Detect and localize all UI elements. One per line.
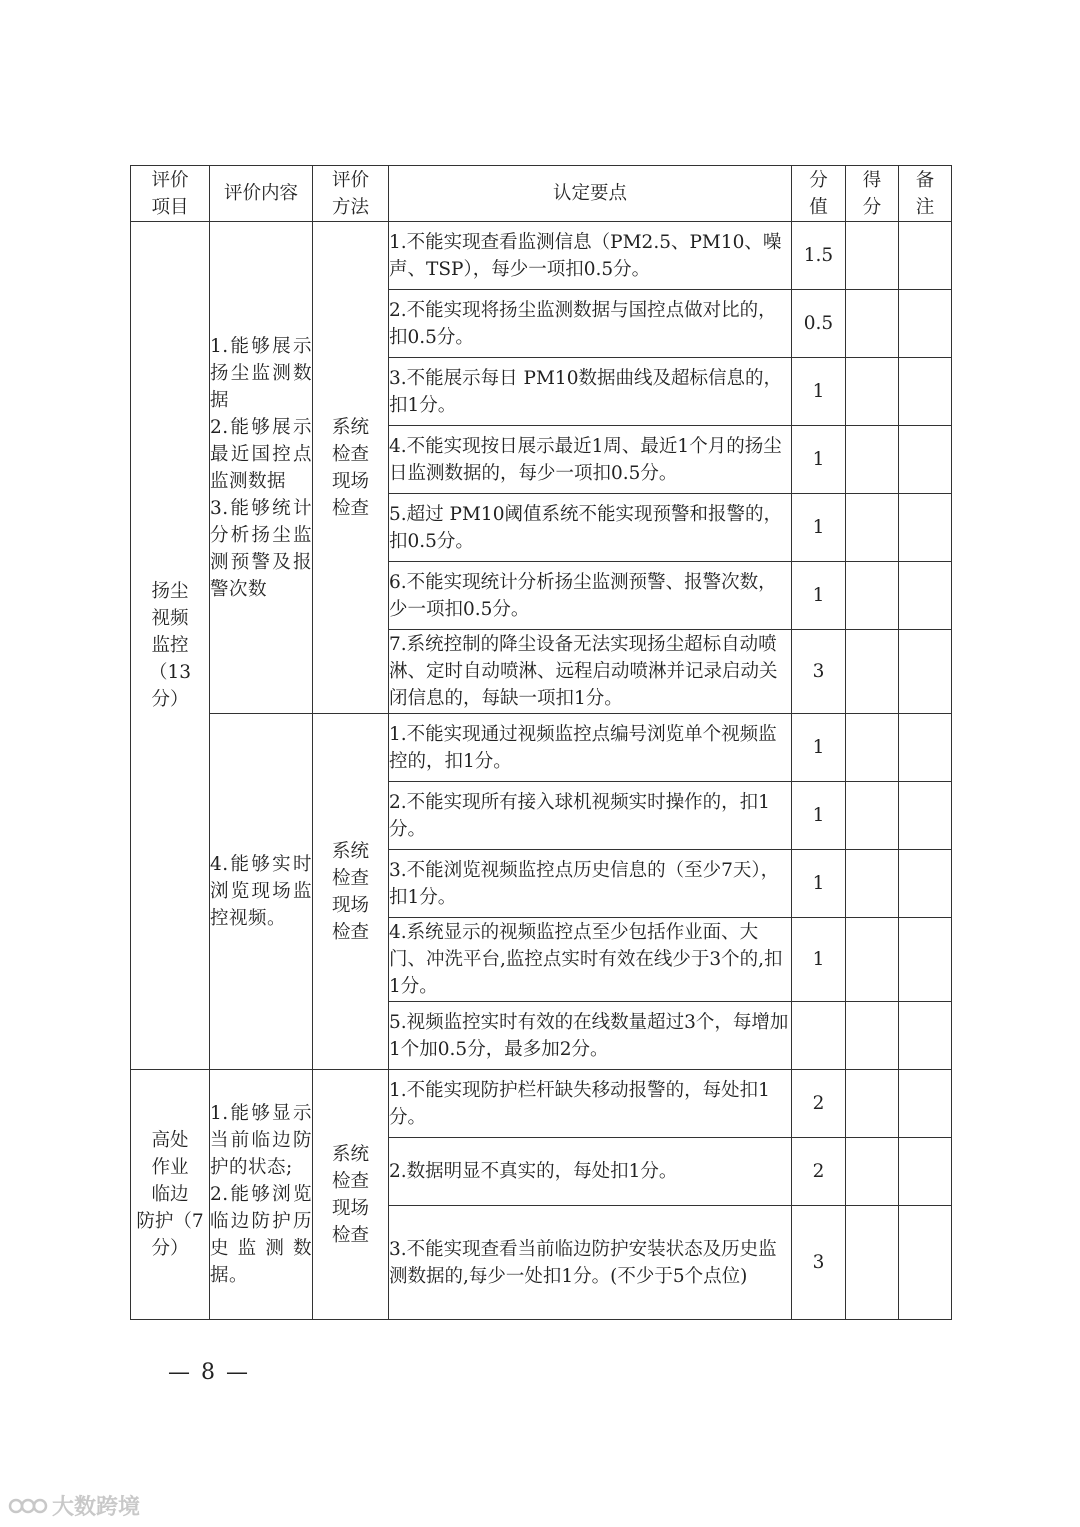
project-dust-video: 扬尘 视频 监控 （13 分） xyxy=(131,222,210,1070)
got-cell xyxy=(846,290,899,358)
criterion-score: 2 xyxy=(792,1070,846,1138)
criterion-text: 2.不能实现将扬尘监测数据与国控点做对比的，扣0.5分。 xyxy=(389,290,792,358)
watermark xyxy=(8,1490,140,1521)
content-group-1: 1.能够展示扬尘监测数据 2.能够展示最近国控点监测数据 3.能够统计分析扬尘监测预警及报警次数 xyxy=(210,222,313,714)
note-cell xyxy=(899,850,952,918)
header-points: 认定要点 xyxy=(389,166,792,222)
criterion-text: 3.不能浏览视频监控点历史信息的（至少7天），扣1分。 xyxy=(389,850,792,918)
got-cell xyxy=(846,630,899,714)
header-note: 备 注 xyxy=(899,166,952,222)
got-cell xyxy=(846,850,899,918)
header-item: 评价 项目 xyxy=(131,166,210,222)
criterion-text: 3.不能实现查看当前临边防护安装状态及历史监测数据的,每少一处扣1分。(不少于5个点位) xyxy=(389,1206,792,1320)
method-group-1: 系统 检查 现场 检查 xyxy=(313,222,389,714)
criterion-text: 1.不能实现防护栏杆缺失移动报警的，每处扣1分。 xyxy=(389,1070,792,1138)
note-cell xyxy=(899,918,952,1002)
note-cell xyxy=(899,1002,952,1070)
method-group-3: 系统 检查 现场 检查 xyxy=(313,1070,389,1320)
criterion-text: 6.不能实现统计分析扬尘监测预警、报警次数，少一项扣0.5分。 xyxy=(389,562,792,630)
content-group-2: 4.能够实时浏览现场监控视频。 xyxy=(210,714,313,1070)
header-method: 评价 方法 xyxy=(313,166,389,222)
note-cell xyxy=(899,494,952,562)
got-cell xyxy=(846,426,899,494)
criterion-text: 3.不能展示每日 PM10数据曲线及超标信息的，扣1分。 xyxy=(389,358,792,426)
header-got: 得 分 xyxy=(846,166,899,222)
criterion-text: 5.超过 PM10阈值系统不能实现预警和报警的，扣0.5分。 xyxy=(389,494,792,562)
got-cell xyxy=(846,1002,899,1070)
criterion-text: 4.不能实现按日展示最近1周、最近1个月的扬尘日监测数据的，每少一项扣0.5分。 xyxy=(389,426,792,494)
note-cell xyxy=(899,1070,952,1138)
header-score: 分 值 xyxy=(792,166,846,222)
got-cell xyxy=(846,782,899,850)
got-cell xyxy=(846,1206,899,1320)
criterion-score: 1 xyxy=(792,562,846,630)
got-cell xyxy=(846,1138,899,1206)
criterion-text: 5.视频监控实时有效的在线数量超过3个，每增加1个加0.5分，最多加2分。 xyxy=(389,1002,792,1070)
criterion-text: 1.不能实现通过视频监控点编号浏览单个视频监控的，扣1分。 xyxy=(389,714,792,782)
criterion-text: 2.不能实现所有接入球机视频实时操作的，扣1分。 xyxy=(389,782,792,850)
criterion-score xyxy=(792,1002,846,1070)
criterion-score: 1.5 xyxy=(792,222,846,290)
got-cell xyxy=(846,1070,899,1138)
criterion-text: 1.不能实现查看监测信息（PM2.5、PM10、噪声、TSP），每少一项扣0.5分。 xyxy=(389,222,792,290)
note-cell xyxy=(899,222,952,290)
note-cell xyxy=(899,562,952,630)
note-cell xyxy=(899,290,952,358)
criterion-score: 1 xyxy=(792,850,846,918)
method-group-2: 系统 检查 现场 检查 xyxy=(313,714,389,1070)
got-cell xyxy=(846,358,899,426)
content-group-3: 1.能够显示当前临边防护的状态; 2.能够浏览临边防护历史监测数据。 xyxy=(210,1070,313,1320)
watermark-text: 大数跨境 xyxy=(52,1495,141,1520)
table-row xyxy=(131,222,952,290)
header-row xyxy=(131,166,952,222)
criterion-score: 1 xyxy=(792,358,846,426)
got-cell xyxy=(846,714,899,782)
note-cell xyxy=(899,358,952,426)
table-row xyxy=(131,1070,952,1138)
note-cell xyxy=(899,426,952,494)
criterion-score: 1 xyxy=(792,714,846,782)
table-row xyxy=(131,714,952,782)
note-cell xyxy=(899,1206,952,1320)
criterion-score: 1 xyxy=(792,426,846,494)
page-number: — 8 — xyxy=(168,1360,250,1385)
criterion-text: 7.系统控制的降尘设备无法实现扬尘超标自动喷淋、定时自动喷淋、远程启动喷淋并记录启动关闭信息的，每缺一项扣1分。 xyxy=(389,630,792,714)
project-edge-protection: 高处 作业 临边 防护（7 分） xyxy=(131,1070,210,1320)
got-cell xyxy=(846,562,899,630)
criterion-text: 4.系统显示的视频监控点至少包括作业面、大门、冲洗平台,监控点实时有效在线少于3个的,扣1分。 xyxy=(389,918,792,1002)
got-cell xyxy=(846,494,899,562)
note-cell xyxy=(899,630,952,714)
criterion-text: 2.数据明显不真实的，每处扣1分。 xyxy=(389,1138,792,1206)
got-cell xyxy=(846,918,899,1002)
criterion-score: 1 xyxy=(792,918,846,1002)
criterion-score: 3 xyxy=(792,630,846,714)
note-cell xyxy=(899,1138,952,1206)
criterion-score: 2 xyxy=(792,1138,846,1206)
got-cell xyxy=(846,222,899,290)
criterion-score: 0.5 xyxy=(792,290,846,358)
criterion-score: 1 xyxy=(792,494,846,562)
header-content: 评价内容 xyxy=(210,166,313,222)
note-cell xyxy=(899,714,952,782)
criterion-score: 3 xyxy=(792,1206,846,1320)
evaluation-table xyxy=(130,165,952,1320)
note-cell xyxy=(899,782,952,850)
watermark-logo-icon xyxy=(8,1494,48,1518)
criterion-score: 1 xyxy=(792,782,846,850)
